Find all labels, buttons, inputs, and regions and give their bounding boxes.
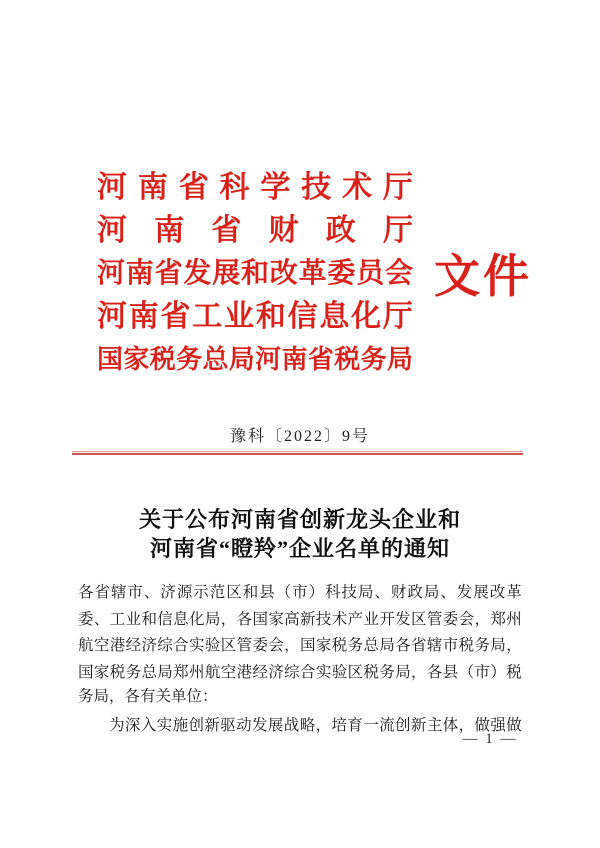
- document-title-line-2: 河南省“瞪羚”企业名单的通知: [149, 536, 450, 561]
- document-body: [78, 578, 522, 737]
- body-line: 委 、 工 业 和 信 息 化 局 ， 各 国 家 高 新 技 术 产 业 开 发 区 管 委 会 ， 郑 州: [78, 610, 522, 628]
- agency-line-industry-it: 河 南 省 工 业 和 信 息 化 厅: [97, 299, 413, 333]
- agency-line-development-reform: 河 南 省 发 展 和 改 革 委 员 会: [97, 257, 413, 289]
- page-number: — 1 —: [462, 731, 518, 747]
- agency-line-science-tech: 河 南 省 科 学 技 术 厅: [97, 170, 413, 204]
- document-title-line-1: 关于公布河南省创新龙头企业和: [138, 507, 461, 532]
- document-title: [0, 505, 600, 563]
- letterhead-agency-list: [97, 166, 413, 381]
- agency-line-taxation: 国 家 税 务 总 局 河 南 省 税 务 局: [97, 344, 413, 374]
- body-line: 航 空 港 经 济 综 合 实 验 区 管 委 会 ， 国 家 税 务 总 局 各 省 辖 市 税 务 局 ，: [78, 637, 522, 655]
- document-number: 豫科〔2022〕9号: [229, 428, 370, 445]
- document-mark-wenjian: 文件: [434, 251, 532, 302]
- body-line: 务局，各有关单位：: [78, 688, 218, 705]
- agency-line-finance: 河 南 省 财 政 厅: [97, 213, 413, 247]
- body-line: 国 家 税 务 总 局 郑 州 航 空 港 经 济 综 合 实 验 区 税 务 局 ， 各 县 （ 市 ） 税: [78, 663, 522, 681]
- body-line: 各 省 辖 市 、 济 源 示 范 区 和 县 （ 市 ） 科 技 局 、 财 政 局 、 发 展 改 革: [78, 584, 522, 602]
- letterhead-divider-line: [72, 451, 523, 455]
- body-line: 为 深 入 实 施 创 新 驱 动 发 展 战 略 ， 培 育 一 流 创 新 主 体 ， 做 强 做: [109, 716, 522, 734]
